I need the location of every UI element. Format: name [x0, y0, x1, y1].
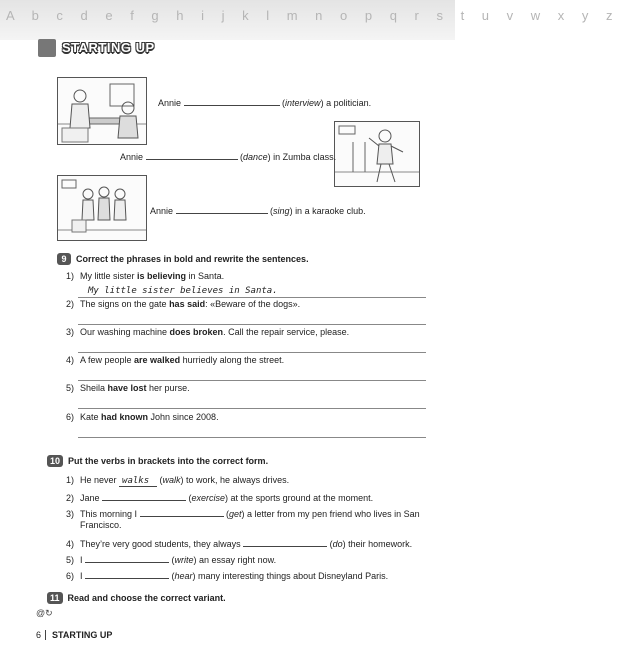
- header-band: [0, 0, 619, 40]
- exercise-9-item-2: 2) The signs on the gate has said: «Beware of the dogs».: [66, 299, 301, 309]
- exercise-9-item-6: 6) Kate had known John since 2008.: [66, 412, 219, 422]
- page-footer: [36, 630, 112, 640]
- audio-icon: @↻: [36, 608, 53, 618]
- exercise-9-item-5: 5) Sheila have lost her purse.: [66, 383, 190, 393]
- picture-sentence-1: Annie (interview) a politician.: [158, 98, 372, 108]
- exercise-10-item-3-continuation: Francisco.: [80, 520, 122, 530]
- page-number: 6: [36, 630, 46, 640]
- answer-line[interactable]: [78, 408, 426, 409]
- footer-label: STARTING UP: [52, 630, 113, 640]
- answer-blank[interactable]: [176, 204, 268, 214]
- exercise-10-item-6: 6) I (hear) many interesting things about Disneyland Paris.: [66, 571, 389, 581]
- picture-sing: [57, 175, 147, 241]
- section-header: [38, 38, 158, 58]
- section-marker-icon: [38, 39, 56, 57]
- answer-blank[interactable]: [102, 491, 186, 501]
- exercise-10-item-1: 1) He never walks (walk) to work, he always drives.: [66, 475, 290, 486]
- exercise-9-item-1: 1) My little sister is believing in Santa.: [66, 271, 225, 281]
- answer-line[interactable]: [78, 380, 426, 381]
- answer-blank[interactable]: walks: [119, 476, 157, 487]
- answer-blank[interactable]: [146, 150, 238, 160]
- answer-line[interactable]: [78, 352, 426, 353]
- exercise-number: 11: [47, 592, 63, 604]
- exercise-10-item-4: 4) They’re very good students, they always (do) their homework.: [66, 539, 413, 549]
- exercise-9-item-3: 3) Our washing machine does broken. Call the repair service, please.: [66, 327, 350, 337]
- answer-blank[interactable]: [243, 537, 327, 547]
- exercise-10-item-3: 3) This morning I (get) a letter from my pen friend who lives in San: [66, 509, 420, 519]
- exercise-9-item-4: 4) A few people are walked hurriedly along the street.: [66, 355, 285, 365]
- exercise-number: 9: [57, 253, 71, 265]
- exercise-number: 10: [47, 455, 63, 467]
- exercise-10-heading: 10 Put the verbs in brackets into the correct form.: [47, 455, 268, 467]
- exercise-9-heading: 9 Correct the phrases in bold and rewrite the sentences.: [57, 253, 309, 265]
- picture-sentence-3: Annie (sing) in a karaoke club.: [150, 206, 366, 216]
- answer-line[interactable]: [78, 437, 426, 438]
- picture-dance: [334, 121, 420, 187]
- answer-line[interactable]: [78, 297, 426, 298]
- section-title: STARTING UP: [62, 40, 155, 55]
- answer-line[interactable]: [78, 324, 426, 325]
- picture-sentence-2: Annie (dance) in Zumba class.: [120, 152, 337, 162]
- exercise-10-item-2: 2) Jane (exercise) at the sports ground at the moment.: [66, 493, 374, 503]
- example-answer: My little sister believes in Santa.: [88, 286, 278, 296]
- header-decoration: A b c d e f g h i j k l m n o p q r s t u v w x y z: [6, 8, 619, 23]
- answer-blank[interactable]: [85, 569, 169, 579]
- exercise-11-heading: 11 Read and choose the correct variant.: [47, 592, 226, 604]
- answer-blank[interactable]: [85, 553, 169, 563]
- answer-blank[interactable]: [140, 507, 224, 517]
- picture-interview: [57, 77, 147, 145]
- answer-blank[interactable]: [184, 96, 280, 106]
- exercise-10-item-5: 5) I (write) an essay right now.: [66, 555, 277, 565]
